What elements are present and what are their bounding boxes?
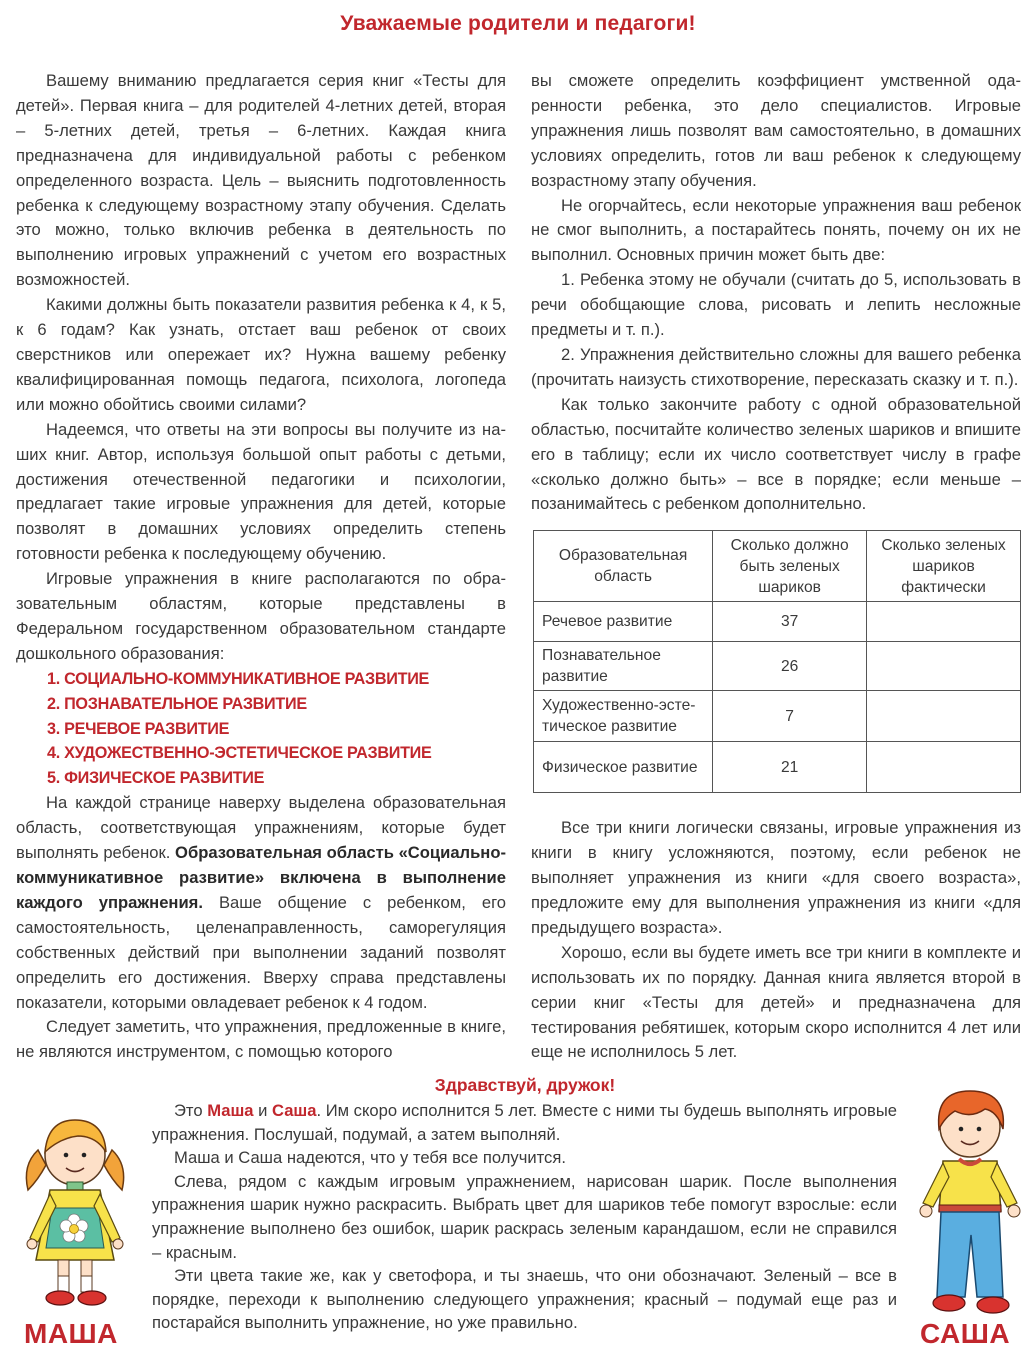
bold-emphasis: Образовательная область «Социально-коммуникативное развитие» включена в выполнение каждого упражнения. [16,843,506,912]
counting-paragraph: Как только закончите работу с одной образовательной областью, посчитайте количество зеленых шариков и впишите его в таблицу; если их число соответствует числу в графе «сколько должно быть» – все в порядке; если меньше – позанимайтесь с ребенком дополнительно. [531,394,1021,514]
area-item: 3. РЕЧЕВОЕ РАЗВИТИЕ [47,719,230,738]
encouragement-paragraph: Не огорчайтесь, если некоторые упражнения ваш ребенок не смог выполнить, а постарайтесь понять, почему он их не выполнил. Основных причин может быть две: [531,195,1021,265]
area-item: 4. ХУДОЖЕСТВЕННО-ЭСТЕТИЧЕСКОЕ РАЗВИТИЕ [47,744,432,763]
area-item: 2. ПОЗНАВАТЕЛЬНОЕ РАЗВИТИЕ [47,694,307,713]
sasha-label: САША [920,1318,1011,1349]
column-header-actual: Сколько зеленых шариков фактически [867,531,1021,602]
educational-areas-list [16,667,506,792]
note-paragraph: Следует заметить, что упражнения, предложенные в книге, не являются инструментом, с помощью которого [16,1017,506,1062]
kids-section [152,1099,897,1335]
table-row [534,642,1021,691]
right-column [531,69,1021,1065]
kids-section-title: Здравствуй, дружок! [434,1075,616,1095]
column-header-expected: Сколько должно быть зеленых шариков [713,531,867,602]
reason-1-paragraph: 1. Ребенка этому не обучали (считать до 5, использовать в речи обобщающие слова, рисовать и лепить несложные предметы и т. п.). [531,270,1021,340]
kids-colors-paragraph: Эти цвета такие же, как у светофора, и ты знаешь, что они обозначают. Зеленый – все в порядке, переходи к выполнению следующего упражнения; красный – подумай еще раз и постарайся выполнить упражнение, но уже правильно. [152,1266,897,1333]
questions-paragraph: Какими должны быть показатели развития ребенка к 4, к 5, к 6 годам? Как узнать, отстает ваш ребенок от своих сверстников или опережает их? Нужна вашему ребенку квалифицированная помощь педагога, психолога, логопеда или можно обойтись своими силами? [16,295,506,414]
cell-area: Художественно-эстетическое развитие [534,691,713,742]
cell-actual[interactable] [867,642,1021,691]
table-row [534,691,1021,742]
continuation-paragraph: вы сможете определить коэффициент умственной одаренности ребенка, это дело специалистов. Игровые упражнения лишь позволят вам самостоятельно, в домашних условиях определить, готов ли ваш ребенок к следующему возрастному этапу обучения. [531,71,1021,190]
cell-actual[interactable] [867,602,1021,642]
cell-area: Речевое развитие [534,602,713,642]
kids-hope-paragraph: Маша и Саша надеются, что у тебя все получится. [174,1148,566,1168]
cell-actual[interactable] [867,691,1021,742]
cell-area: Познавательное развитие [534,642,713,691]
sasha-illustration [915,1085,1025,1320]
cell-actual[interactable] [867,742,1021,793]
kids-balloon-paragraph: Слева, рядом с каждым игровым упражнением, нарисован шарик. После выполнения упражнения шарик нужно раскрасить. Выбрать цвет для шариков тебе помогут взрослые: если упражнение выполнено без ошибок, шарик раскрась зеленым карандашом, если не справился – красным. [152,1171,897,1262]
table-row [534,742,1021,793]
cell-expected: 7 [713,691,867,742]
areas-intro-paragraph: Игровые упражнения в книге располагаются по образовательным областям, которые представлены в Федеральном государственном образовательном стандарте дошкольного образования: [16,569,506,663]
scores-table [533,530,1021,793]
table-header-row [534,531,1021,602]
page-title: Уважаемые родители и педагоги! [340,12,696,35]
masha-label: МАША [24,1318,118,1349]
masha-illustration [20,1110,130,1315]
cell-expected: 21 [713,742,867,793]
series-paragraph: Хорошо, если вы будете иметь все три книги в комплекте и использовать их по порядку. Данная книга является второй в серии книг «Тесты для детей» и предназначена для тестирования ребятишек, которым скоро исполнится 4 лет или еще не исполнилось 5 лет. [531,942,1021,1062]
masha-name: Маша [207,1101,254,1120]
cell-expected: 26 [713,642,867,691]
intro-paragraph: Вашему вниманию предлагается серия книг «Тесты для детей». Первая книга – для родителей 4-летних детей, вторая – 5-летних детей, третья – 6-летних. Каждая книга предназначена для индивидуальной работы с ребенком определенного возраста. Цель – выяснить подготовленность ребенка к следующему возрастному этапу обучения. Сделать это можно, только включив ребенка в деятельность по выполнению игровых упражнений с учетом его возрастных возможностей. [16,71,506,290]
area-item: 1. СОЦИАЛЬНО-КОММУНИКАТИВНОЕ РАЗВИТИЕ [47,669,430,688]
cell-expected: 37 [713,602,867,642]
left-column [16,69,506,1065]
page-structure-paragraph: На каждой странице наверху выделена образовательная область, соответствующая упражнениям, которые будет выполнять ребенок. Образовательная область «Социально-коммуникативное развитие» включена в выполнение каждого упражнения. Ваше общение с ребенком, его самостоятельность, целенаправленность, саморегуляция собственных действий при выполнении заданий позволят определить его достижения. Вверху справа представлены показатели, которыми овладевает ребенок к 4 годом. [16,793,506,1012]
books-linked-paragraph: Все три книги логически связаны, игровые упражнения из книги в книгу усложняются, поэтому, если ребенок не выполняет упражнения из книги «для своего возраста», предложите ему для выполнения упражнения из книги «для предыдущего возраста». [531,818,1021,937]
reason-2-paragraph: 2. Упражнения действительно сложны для вашего ребенка (прочитать наизусть стихотворение, пересказать сказку и т. п.). [531,344,1021,389]
kids-intro-paragraph: Это Маша и Саша. Им скоро исполнится 5 лет. Вместе с ними ты будешь выполнять игровые упражнения. Послушай, подумай, а затем выполняй. [152,1101,897,1144]
area-item: 5. ФИЗИЧЕСКОЕ РАЗВИТИЕ [47,769,265,788]
answers-paragraph: Надеемся, что ответы на эти вопросы вы получите из наших книг. Автор, используя большой опыт работы с детьми, достижения отечественной педагогики и психологии, предлагает такие игровые упражнения для детей, которые позволят в домашних условиях определить степень готовности ребенка к последующему обучению. [16,419,506,564]
cell-area: Физическое развитие [534,742,713,793]
column-header-area: Образовательная область [534,531,713,602]
sasha-name: Саша [272,1101,317,1120]
table-row [534,602,1021,642]
